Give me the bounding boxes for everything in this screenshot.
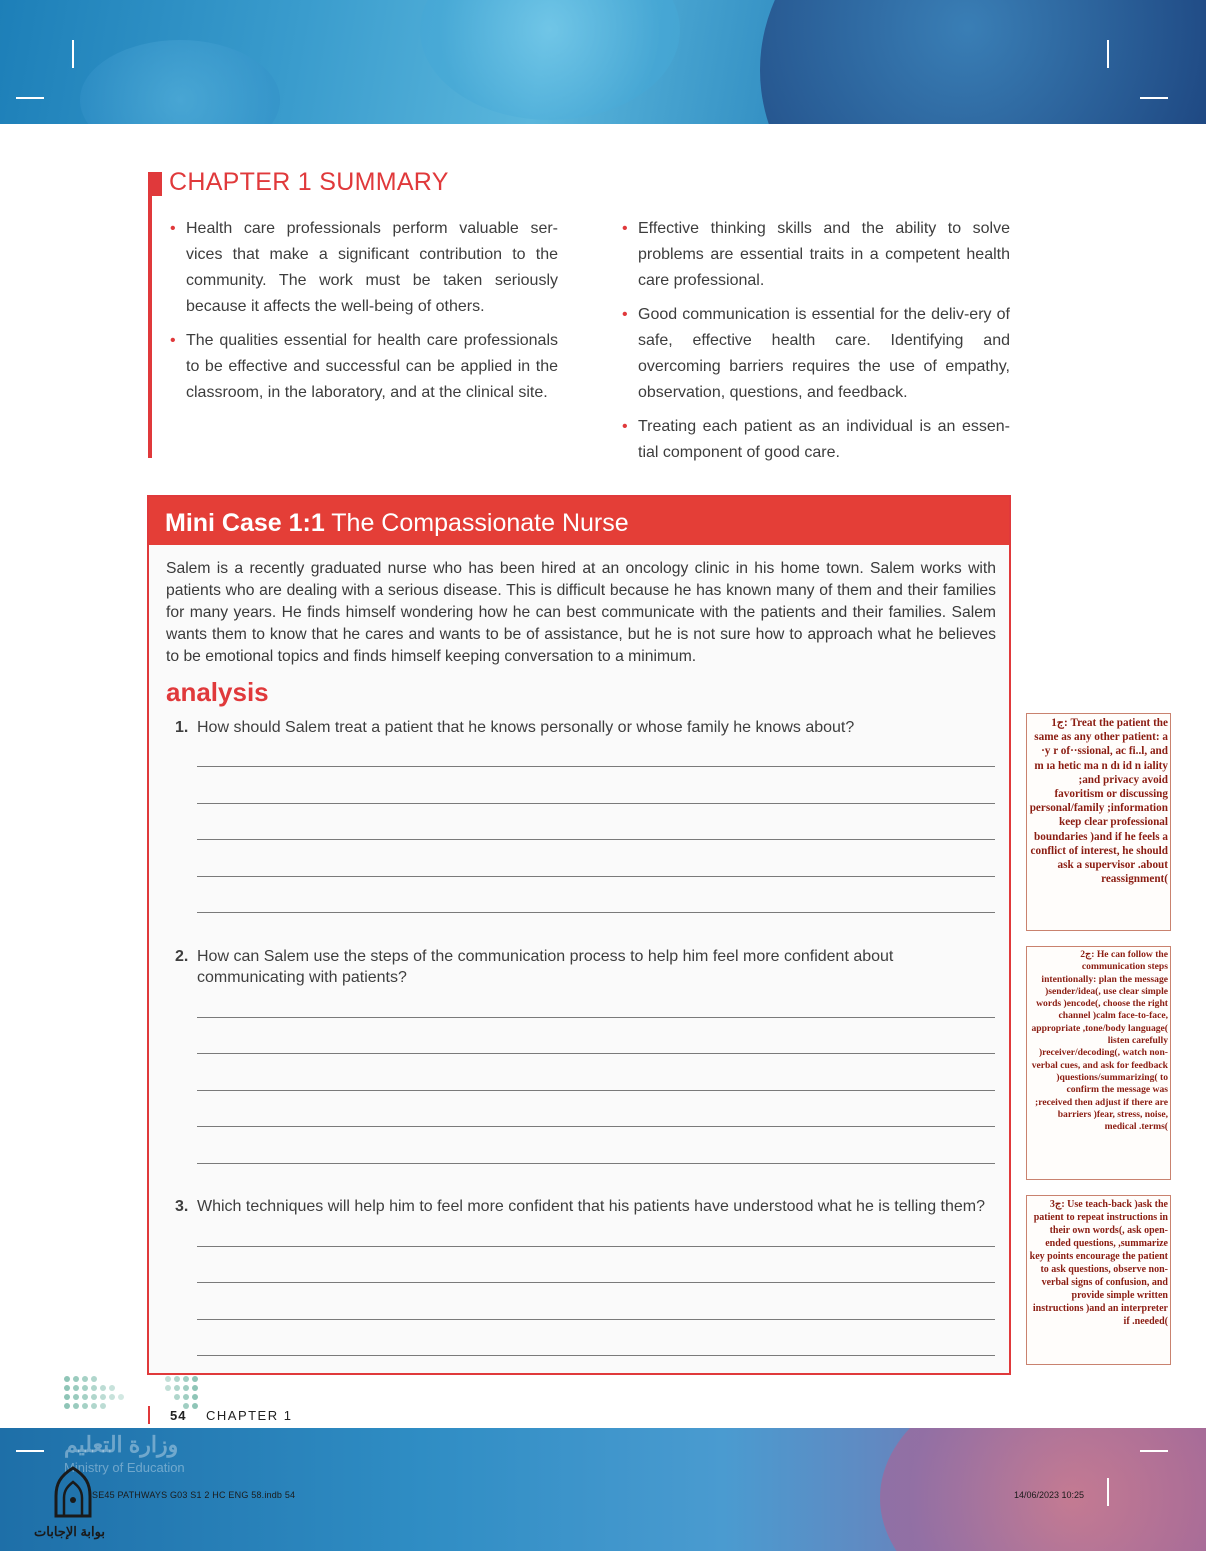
page-number-marker [148,1406,150,1424]
answer-line[interactable] [197,1090,995,1091]
answer-line[interactable] [197,766,995,767]
decorative-dot [64,1403,70,1409]
decorative-dot [174,1394,180,1400]
answer-line[interactable] [197,803,995,804]
page-number: 54 [170,1408,187,1423]
summary-right-column [622,216,1010,474]
mini-case-text: Salem is a recently graduated nurse who has been hired at an oncology clinic in his home town. Salem works with patients who are dealing with a serious disease. This is difficult because he has known many of them and their families for many years. He finds himself wondering how he can best communicate with the patients and their families. Salem wants them to know that he cares and wants to be of assistance, but he is not sure how to approach what he believes to be emotional topics and finds himself keeping conversation to a minimum. [166,560,996,665]
decorative-dot [192,1394,198,1400]
decorative-dot [100,1394,106,1400]
question-3 [175,1196,1005,1217]
portal-text: بوابة الإجابات [34,1524,105,1539]
question-number: 1. [175,719,189,736]
question-text: How should Salem treat a patient that he knows personally or whose family he knows about? [197,719,855,736]
decorative-dot [100,1385,106,1391]
analysis-heading: analysis [166,677,269,707]
decorative-dot [64,1394,70,1400]
answer-line[interactable] [197,1319,995,1320]
mini-case-title: The Compassionate Nurse [331,509,629,537]
decorative-dot [91,1376,97,1382]
answer-box-2: ج2: He can follow the communication steps intentionally: plan the message )sender/idea(, use clear simple words )encode(, choose the right channel )calm face-to-face, appropriate ,tone/body language( listen carefully )receiver/decoding(, watch non-verbal cues, and ask for feedback )questions/summarizing( to confirm the message was ;received then adjust if there are barriers )fear, stress, noise, medical .terms( [1026,946,1171,1180]
ministry-name-arabic: وزارة التعليم [64,1432,179,1457]
decorative-dot [82,1376,88,1382]
decorative-dot [183,1376,189,1382]
decorative-dot [64,1385,70,1391]
answer-box-1: ج1: Treat the patient the same as any other patient: a ·y r of··ssional, ac fi..l, and m ıa hetic ma n dı id n iality ;and privacy avoid favoritism or discussing personal/family ;information keep clear professional boundaries )and if he feels a conflict of interest, he should ask a supervisor .about reassignment( [1026,713,1171,931]
top-banner [0,0,1206,124]
answer-line[interactable] [197,912,995,913]
mini-case-label: Mini Case 1:1 [165,509,325,537]
decorative-dot [192,1385,198,1391]
decorative-dot [165,1376,171,1382]
question-number: 2. [175,948,189,965]
decorative-dot [82,1394,88,1400]
answer-line[interactable] [197,876,995,877]
question-1 [175,717,1005,738]
answer-line[interactable] [197,1355,995,1356]
summary-accent-bar [148,172,152,458]
decorative-dot [73,1385,79,1391]
answer-line[interactable] [197,1282,995,1283]
print-timestamp: 14/06/2023 10:25 [1014,1490,1085,1500]
decorative-dot [183,1394,189,1400]
decorative-dot [64,1376,70,1382]
decorative-dot [82,1385,88,1391]
decorative-dot [183,1385,189,1391]
summary-bullet: • Effective thinking skills and the ability to solve problems are essential traits in a competent health care professional. [622,216,1010,294]
summary-left-column [170,216,558,414]
question-number: 3. [175,1198,189,1215]
decorative-dot [73,1376,79,1382]
mini-case-box [147,495,1011,1375]
decorative-dot [109,1394,115,1400]
summary-bullet: • Treating each patient as an individual is an essen-tial component of good care. [622,414,1010,466]
decorative-dot [100,1403,106,1409]
decorative-dot [91,1403,97,1409]
decorative-dot [91,1394,97,1400]
answer-line[interactable] [197,1053,995,1054]
summary-bullet: • The qualities essential for health care professionals to be effective and successful can be applied in the classroom, in the laboratory, and at the clinical site. [170,328,558,406]
question-text: Which techniques will help him to feel more confident that his patients have understood what he is telling them? [197,1198,985,1215]
answer-line[interactable] [197,1126,995,1127]
answer-line[interactable] [197,1246,995,1247]
decorative-dot [73,1403,79,1409]
chapter-label: CHAPTER 1 [206,1408,293,1423]
ministry-name-english: Ministry of Education [64,1460,185,1475]
print-slug: SE45 PATHWAYS G03 S1 2 HC ENG 58.indb 54 [92,1490,296,1500]
decorative-dot [109,1385,115,1391]
decorative-dot [82,1403,88,1409]
summary-bullet: • Health care professionals perform valuable ser-vices that make a significant contribution to the community. The work must be taken seriously because it affects the well-being of others. [170,216,558,320]
summary-accent-marker [148,172,162,196]
summary-title: CHAPTER 1 SUMMARY [169,168,449,196]
decorative-dot [192,1403,198,1409]
answer-line[interactable] [197,839,995,840]
decorative-dot [165,1385,171,1391]
decorative-dot [91,1385,97,1391]
answer-box-3: ج3: Use teach-back )ask the patient to repeat instructions in their own words(, ask open-ended questions, ,summarize key points encourage the patient to ask questions, observe non-verbal signs of confusion, and provide simple written instructions )and an interpreter if .needed( [1026,1195,1171,1365]
portal-logo-icon [50,1466,96,1520]
decorative-dot [174,1385,180,1391]
answer-line[interactable] [197,1017,995,1018]
question-text: How can Salem use the steps of the communication process to help him feel more confident about communicating with patients? [197,948,894,986]
decorative-dot [192,1376,198,1382]
decorative-dot [118,1394,124,1400]
summary-bullet: • Good communication is essential for the deliv-ery of safe, effective health care. Identifying and overcoming barriers requires the use of empathy, observation, questions, and feedback. [622,302,1010,406]
answer-line[interactable] [197,1163,995,1164]
decorative-dot [73,1394,79,1400]
question-2 [175,946,1005,988]
decorative-dot [174,1376,180,1382]
mini-case-header [149,497,1009,545]
